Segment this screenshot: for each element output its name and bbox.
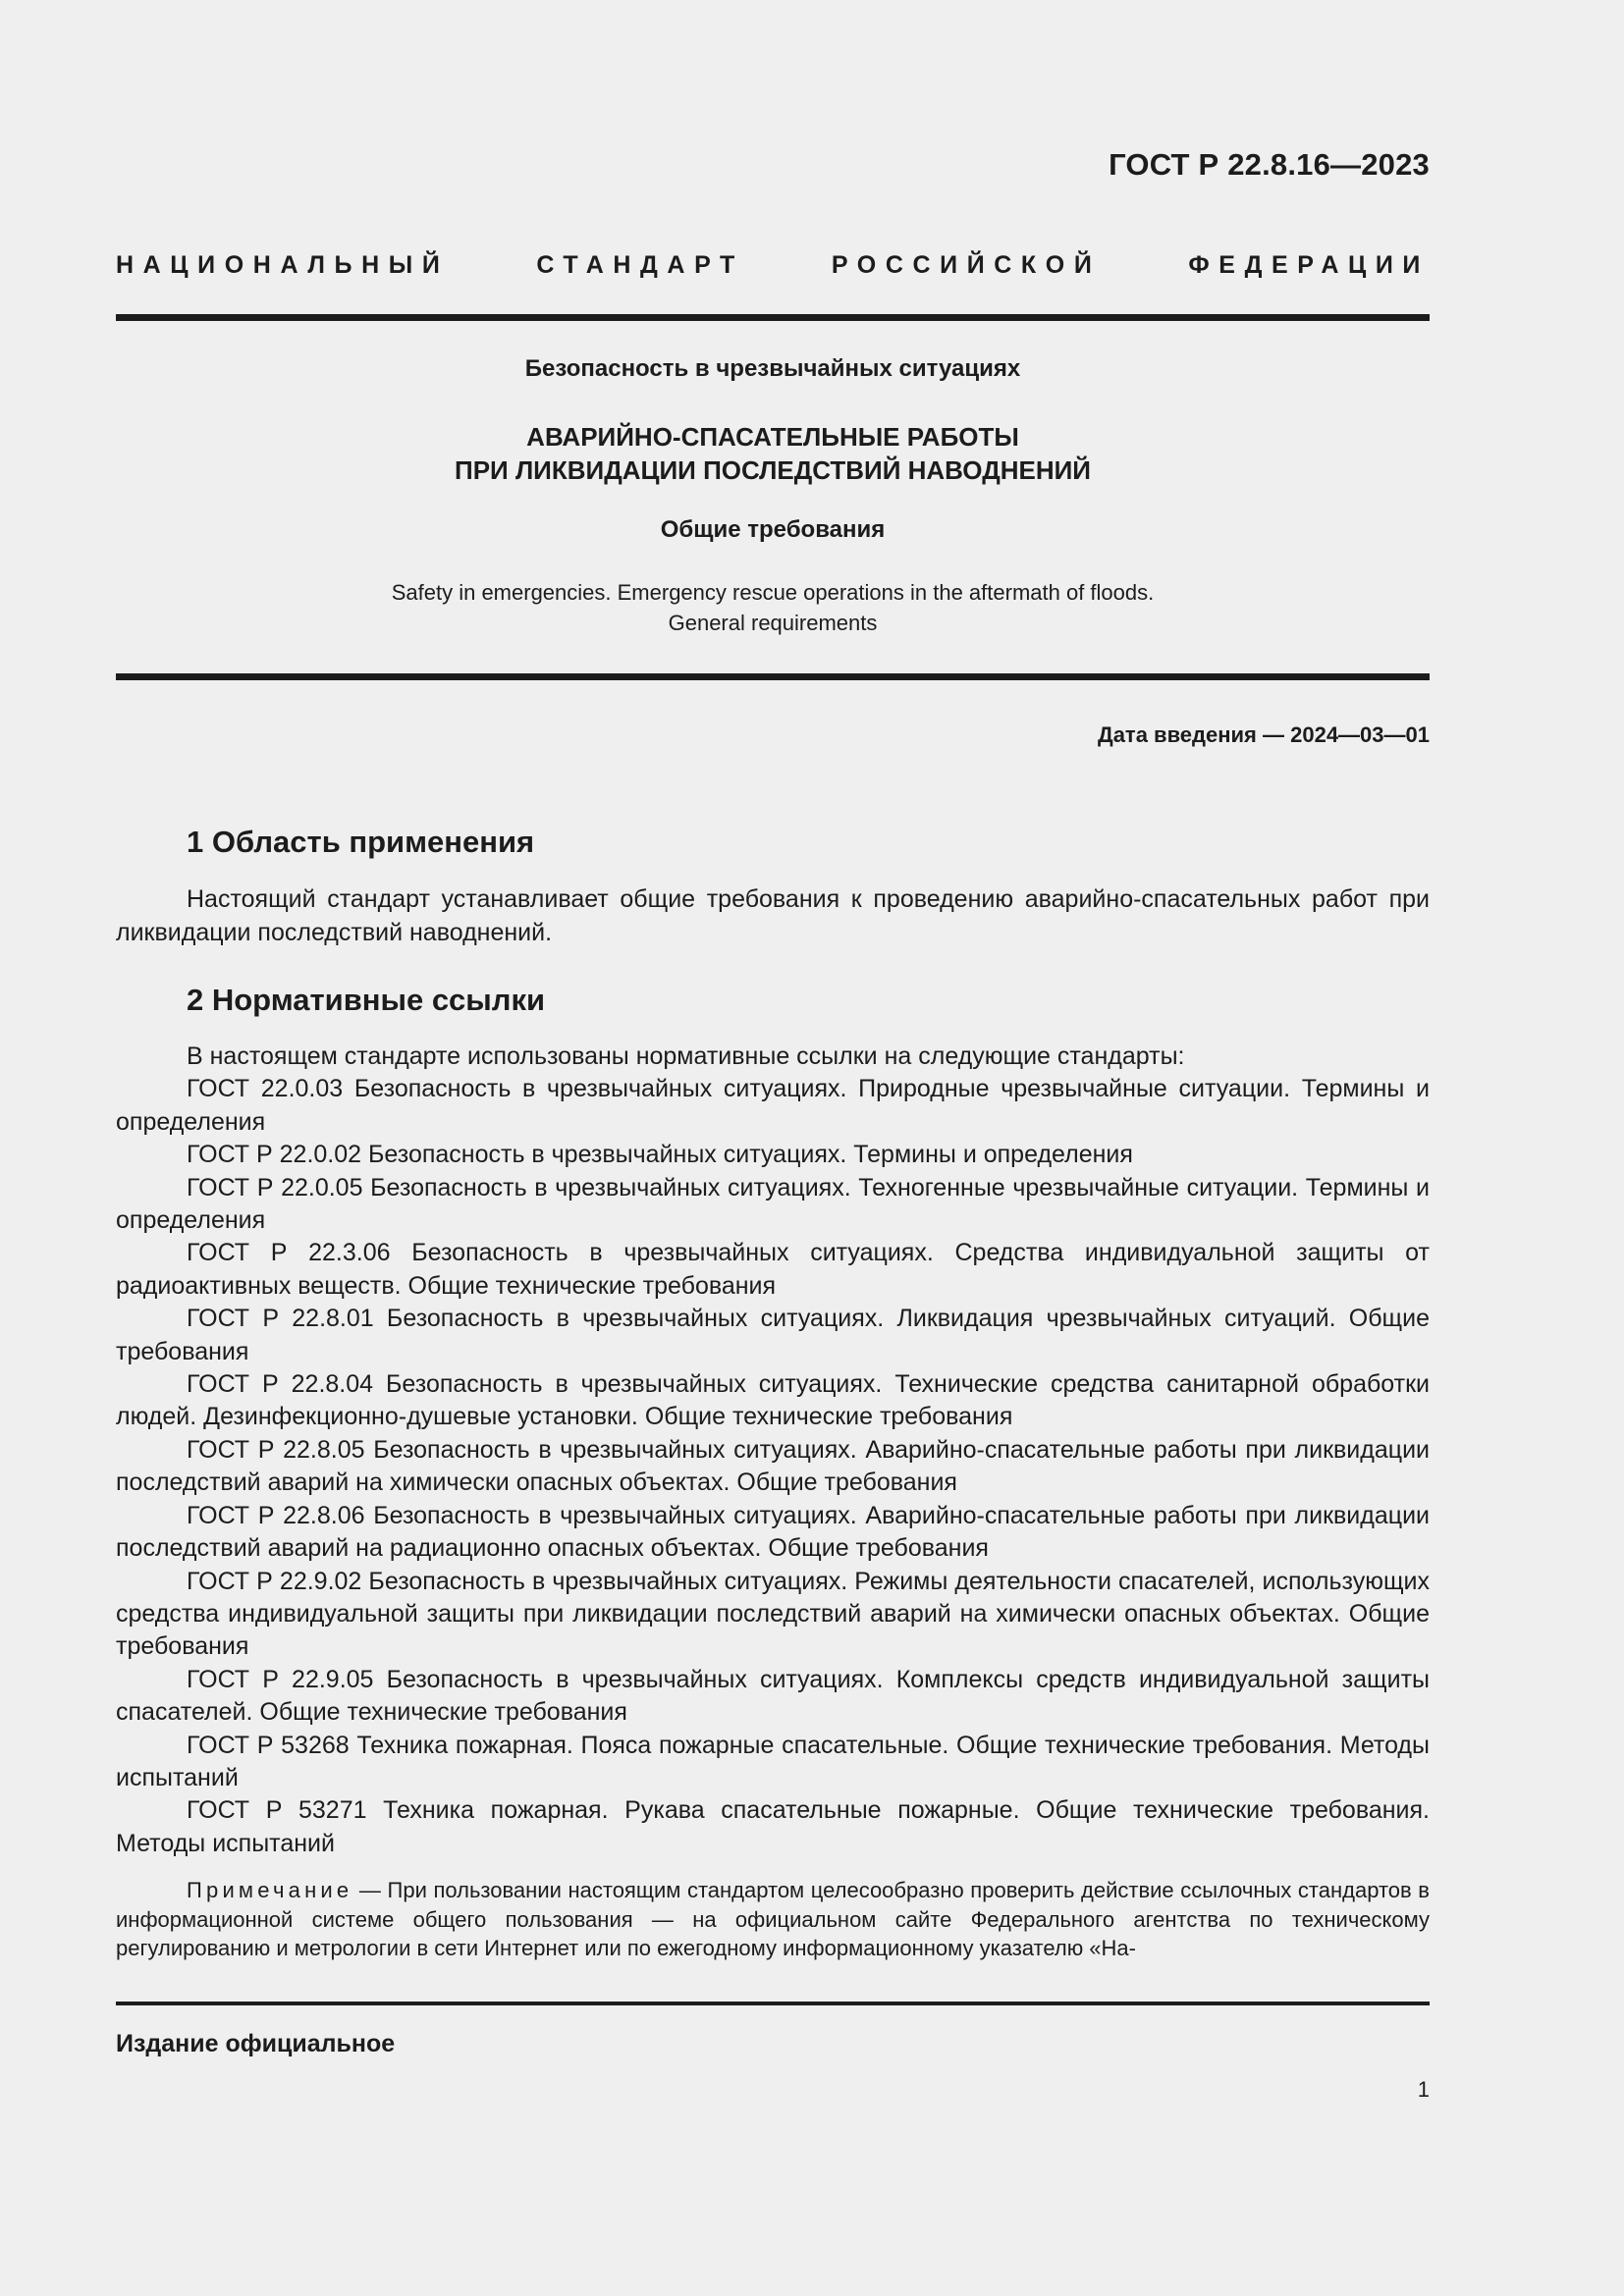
reference-item: ГОСТ Р 22.0.05 Безопасность в чрезвычайных ситуациях. Техногенные чрезвычайные ситуации. Термины и определения [116,1173,1430,1235]
reference-item: ГОСТ Р 53271 Техника пожарная. Рукава спасательные пожарные. Общие технические требования. Методы испытаний [116,1796,1430,1857]
title-line-1: АВАРИЙНО-СПАСАТЕЛЬНЫЕ РАБОТЫ [526,422,1019,452]
reference-item: ГОСТ Р 22.8.06 Безопасность в чрезвычайных ситуациях. Аварийно-спасательные работы при ликвидации последствий аварий на радиационно опасных объектах. Общие требования [116,1501,1430,1563]
section-2-heading: 2 Нормативные ссылки [187,983,546,1017]
document-subtitle: Общие требования [660,516,886,543]
reference-item: ГОСТ Р 22.9.05 Безопасность в чрезвычайных ситуациях. Комплексы средств индивидуальной защиты спасателей. Общие технические требования [116,1665,1430,1727]
official-edition-label: Издание официальное [116,2030,396,2057]
note-text: — При пользовании настоящим стандартом целесообразно проверить действие ссылочных стандартов в информационной системе общего пользования — на официальном сайте Федерального агентства по техническому регулированию и метрологии в сети Интернет или по ежегодному информационному указателю «На- [116,1878,1430,1960]
reference-item: ГОСТ Р 22.3.06 Безопасность в чрезвычайных ситуациях. Средства индивидуальной защиты от радиоактивных веществ. Общие технические требования [116,1239,1430,1300]
english-title-line-1: Safety in emergencies. Emergency rescue operations in the aftermath of floods. [391,580,1155,605]
reference-item: ГОСТ Р 53268 Техника пожарная. Пояса пожарные спасательные. Общие технические требования. Методы испытаний [116,1731,1430,1791]
note [116,1876,1430,1963]
reference-item: ГОСТ Р 22.0.02 Безопасность в чрезвычайных ситуациях. Термины и определения [187,1141,1133,1169]
references-list [116,1041,1430,1860]
english-title-line-2: General requirements [668,611,878,635]
title-divider [116,673,1430,680]
document-page [116,0,1430,2296]
footer-divider [116,2002,1430,2005]
national-standard-banner: НАЦИОНАЛЬНЫЙ СТАНДАРТ РОССИЙСКОЙ ФЕДЕРАЦИИ [116,251,1430,279]
reference-item: ГОСТ 22.0.03 Безопасность в чрезвычайных ситуациях. Природные чрезвычайные ситуации. Термины и определения [116,1075,1430,1136]
reference-item: ГОСТ Р 22.8.05 Безопасность в чрезвычайных ситуациях. Аварийно-спасательные работы при ликвидации последствий аварий на химически опасных объектах. Общие требования [116,1435,1430,1497]
reference-item: ГОСТ Р 22.8.01 Безопасность в чрезвычайных ситуациях. Ликвидация чрезвычайных ситуаций. Общие требования [116,1305,1430,1365]
references-intro: В настоящем стандарте использованы нормативные ссылки на следующие стандарты: [187,1042,1185,1070]
english-title [116,577,1430,638]
note-label: Примечание [187,1878,353,1902]
title-line-2: ПРИ ЛИКВИДАЦИИ ПОСЛЕДСТВИЙ НАВОДНЕНИЙ [455,455,1091,485]
page-number: 1 [1417,2077,1430,2102]
reference-item: ГОСТ Р 22.8.04 Безопасность в чрезвычайных ситуациях. Технические средства санитарной обработки людей. Дезинфекционно-душевые установки. Общие технические требования [116,1370,1430,1431]
standard-designation: ГОСТ Р 22.8.16—2023 [1109,147,1430,182]
section-1-text: Настоящий стандарт устанавливает общие требования к проведению аварийно-спасательных работ при ликвидации последствий наводнений. [116,885,1430,946]
date-of-introduction: Дата введения — 2024—03—01 [1098,722,1430,747]
section-1-heading: 1 Область применения [187,825,535,859]
standard-series: Безопасность в чрезвычайных ситуациях [524,355,1021,382]
document-title [116,420,1430,487]
reference-item: ГОСТ Р 22.9.02 Безопасность в чрезвычайных ситуациях. Режимы деятельности спасателей, использующих средства индивидуальной защиты при ликвидации последствий аварий на химически опасных объектах. Общие требования [116,1567,1430,1661]
top-divider [116,314,1430,321]
